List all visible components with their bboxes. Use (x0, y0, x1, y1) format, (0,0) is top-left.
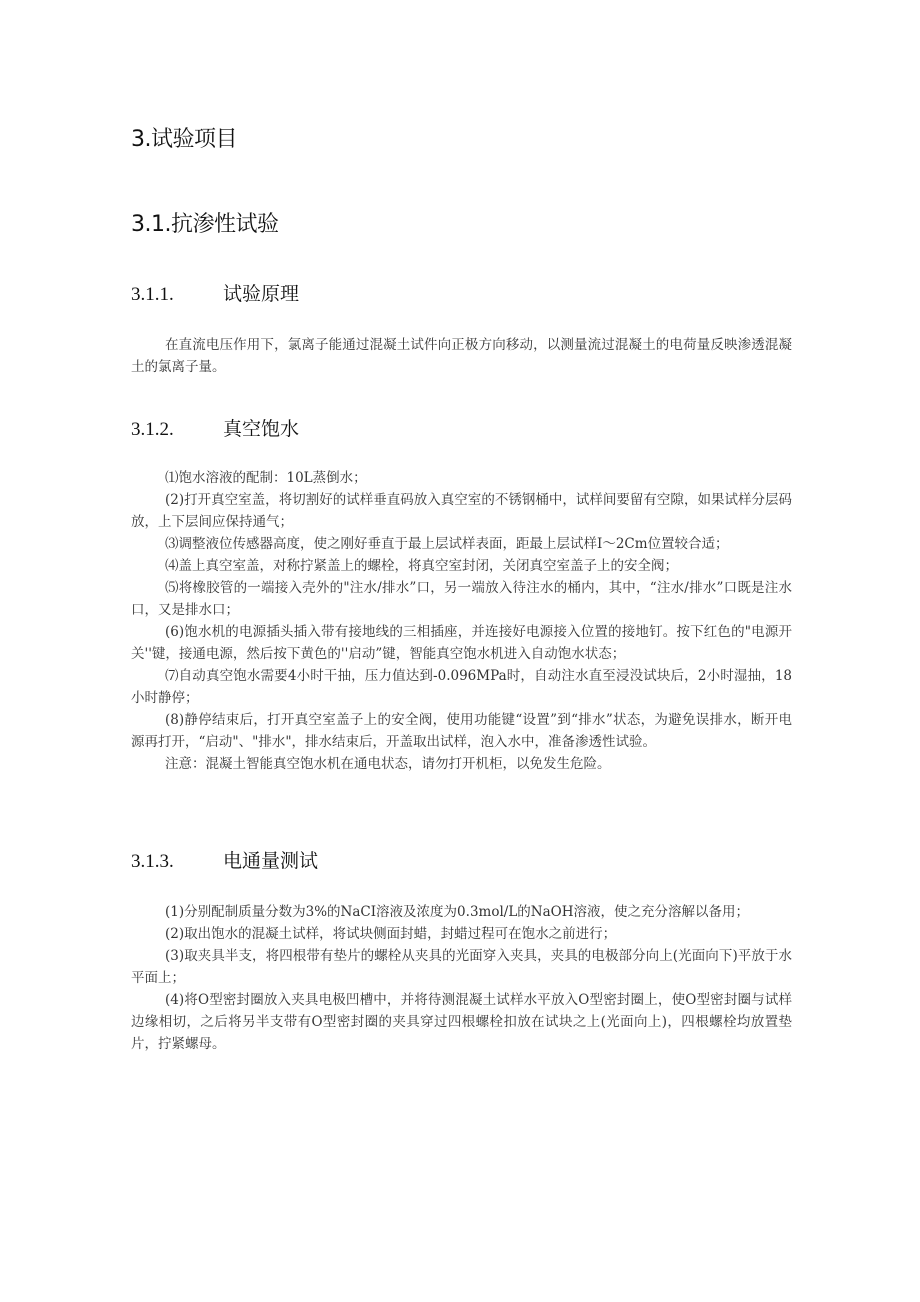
note-item: 注意：混凝土智能真空饱水机在通电状态，请勿打开机柜，以免发生危险。 (165, 756, 611, 772)
heading-impermeability-test: 3.1.抗渗性试验 (131, 212, 279, 237)
section-title: 试验原理 (223, 283, 300, 305)
step-item: ⑴饱水溶液的配制：10L蒸倒水； (165, 470, 367, 486)
step-item: (1)分别配制质量分数为3%的NaCI溶液及浓度为0.3mol/L的NaOH溶液，使之充分溶解以备用； (165, 904, 749, 920)
step-item: (2)打开真空室盖，将切割好的试样垂直码放入真空室的不锈钢桶中，试样间要留有空隙，如果试样分层码放，上下层间应保持通气； (131, 492, 792, 530)
step-item: ⑺自动真空饱水需要4小时干抽，压力值达到-0.096MPa时，自动注水直至浸没试块后，2小时湿抽，18小时静停； (131, 668, 792, 706)
step-item: (2)取出饱水的混凝土试样，将试块侧面封蜡，封蜡过程可在饱水之前进行； (165, 926, 617, 942)
step-item: ⑸将橡胶管的一端接入壳外的"注水/排水”口，另一端放入待注水的桶内，其中，“注水/排水”口既是注水口，又是排水口； (131, 580, 792, 618)
heading-vacuum-saturation (131, 414, 299, 441)
step-item: ⑶调整液位传感器高度，使之刚好垂直于最上层试样表面，距最上层试样I～2Cm位置较合适； (165, 536, 729, 552)
step-item: (4)将O型密封圈放入夹具电极凹槽中，并将待测混凝土试样水平放入O型密封圈上，使O型密封圈与试样边缘相切，之后将另半支带有O型密封圈的夹具穿过四根螺栓扣放在试块之上(光面向上)，四根螺栓均放置垫片，拧紧螺母。 (131, 992, 792, 1052)
heading-electric-flux-test (131, 846, 318, 873)
step-item: ⑷盖上真空室盖，对称拧紧盖上的螺栓，将真空室封闭，关闭真空室盖子上的安全阀； (165, 558, 678, 574)
section-number: 3.1.2. (131, 419, 174, 440)
heading-test-items: 3.试验项目 (131, 127, 237, 152)
section-number: 3.1.1. (131, 284, 174, 305)
step-item: (3)取夹具半支，将四根带有垫片的螺栓从夹具的光面穿入夹具，夹具的电极部分向上(光面向下)平放于水平面上； (131, 948, 792, 986)
step-item: (6)饱水机的电源插头插入带有接地线的三相插座，并连接好电源接入位置的接地钉。按下红色的"电源开关''键，接通电源，然后按下黄色的''启动”键，智能真空饱水机进入自动饱水状态； (131, 624, 792, 662)
vacuum-saturation-steps (131, 467, 792, 775)
step-item: (8)静停结束后，打开真空室盖子上的安全阀，使用功能键“设置”到“排水”状态，为避免误排水，断开电源再打开，“启动"、"排水"，排水结束后，开盖取出试样，泡入水中，准备渗透性试验。 (131, 712, 792, 750)
principle-text: 在直流电压作用下，氯离子能通过混凝土试件向正极方向移动，以测量流过混凝土的电荷量反映渗透混凝土的氯离子量。 (131, 337, 792, 375)
electric-flux-steps (131, 901, 792, 1055)
heading-test-principle (131, 279, 299, 306)
section-title: 电通量测试 (223, 850, 319, 872)
section-title: 真空饱水 (223, 418, 300, 440)
principle-paragraph (131, 334, 792, 378)
section-number: 3.1.3. (131, 851, 174, 872)
